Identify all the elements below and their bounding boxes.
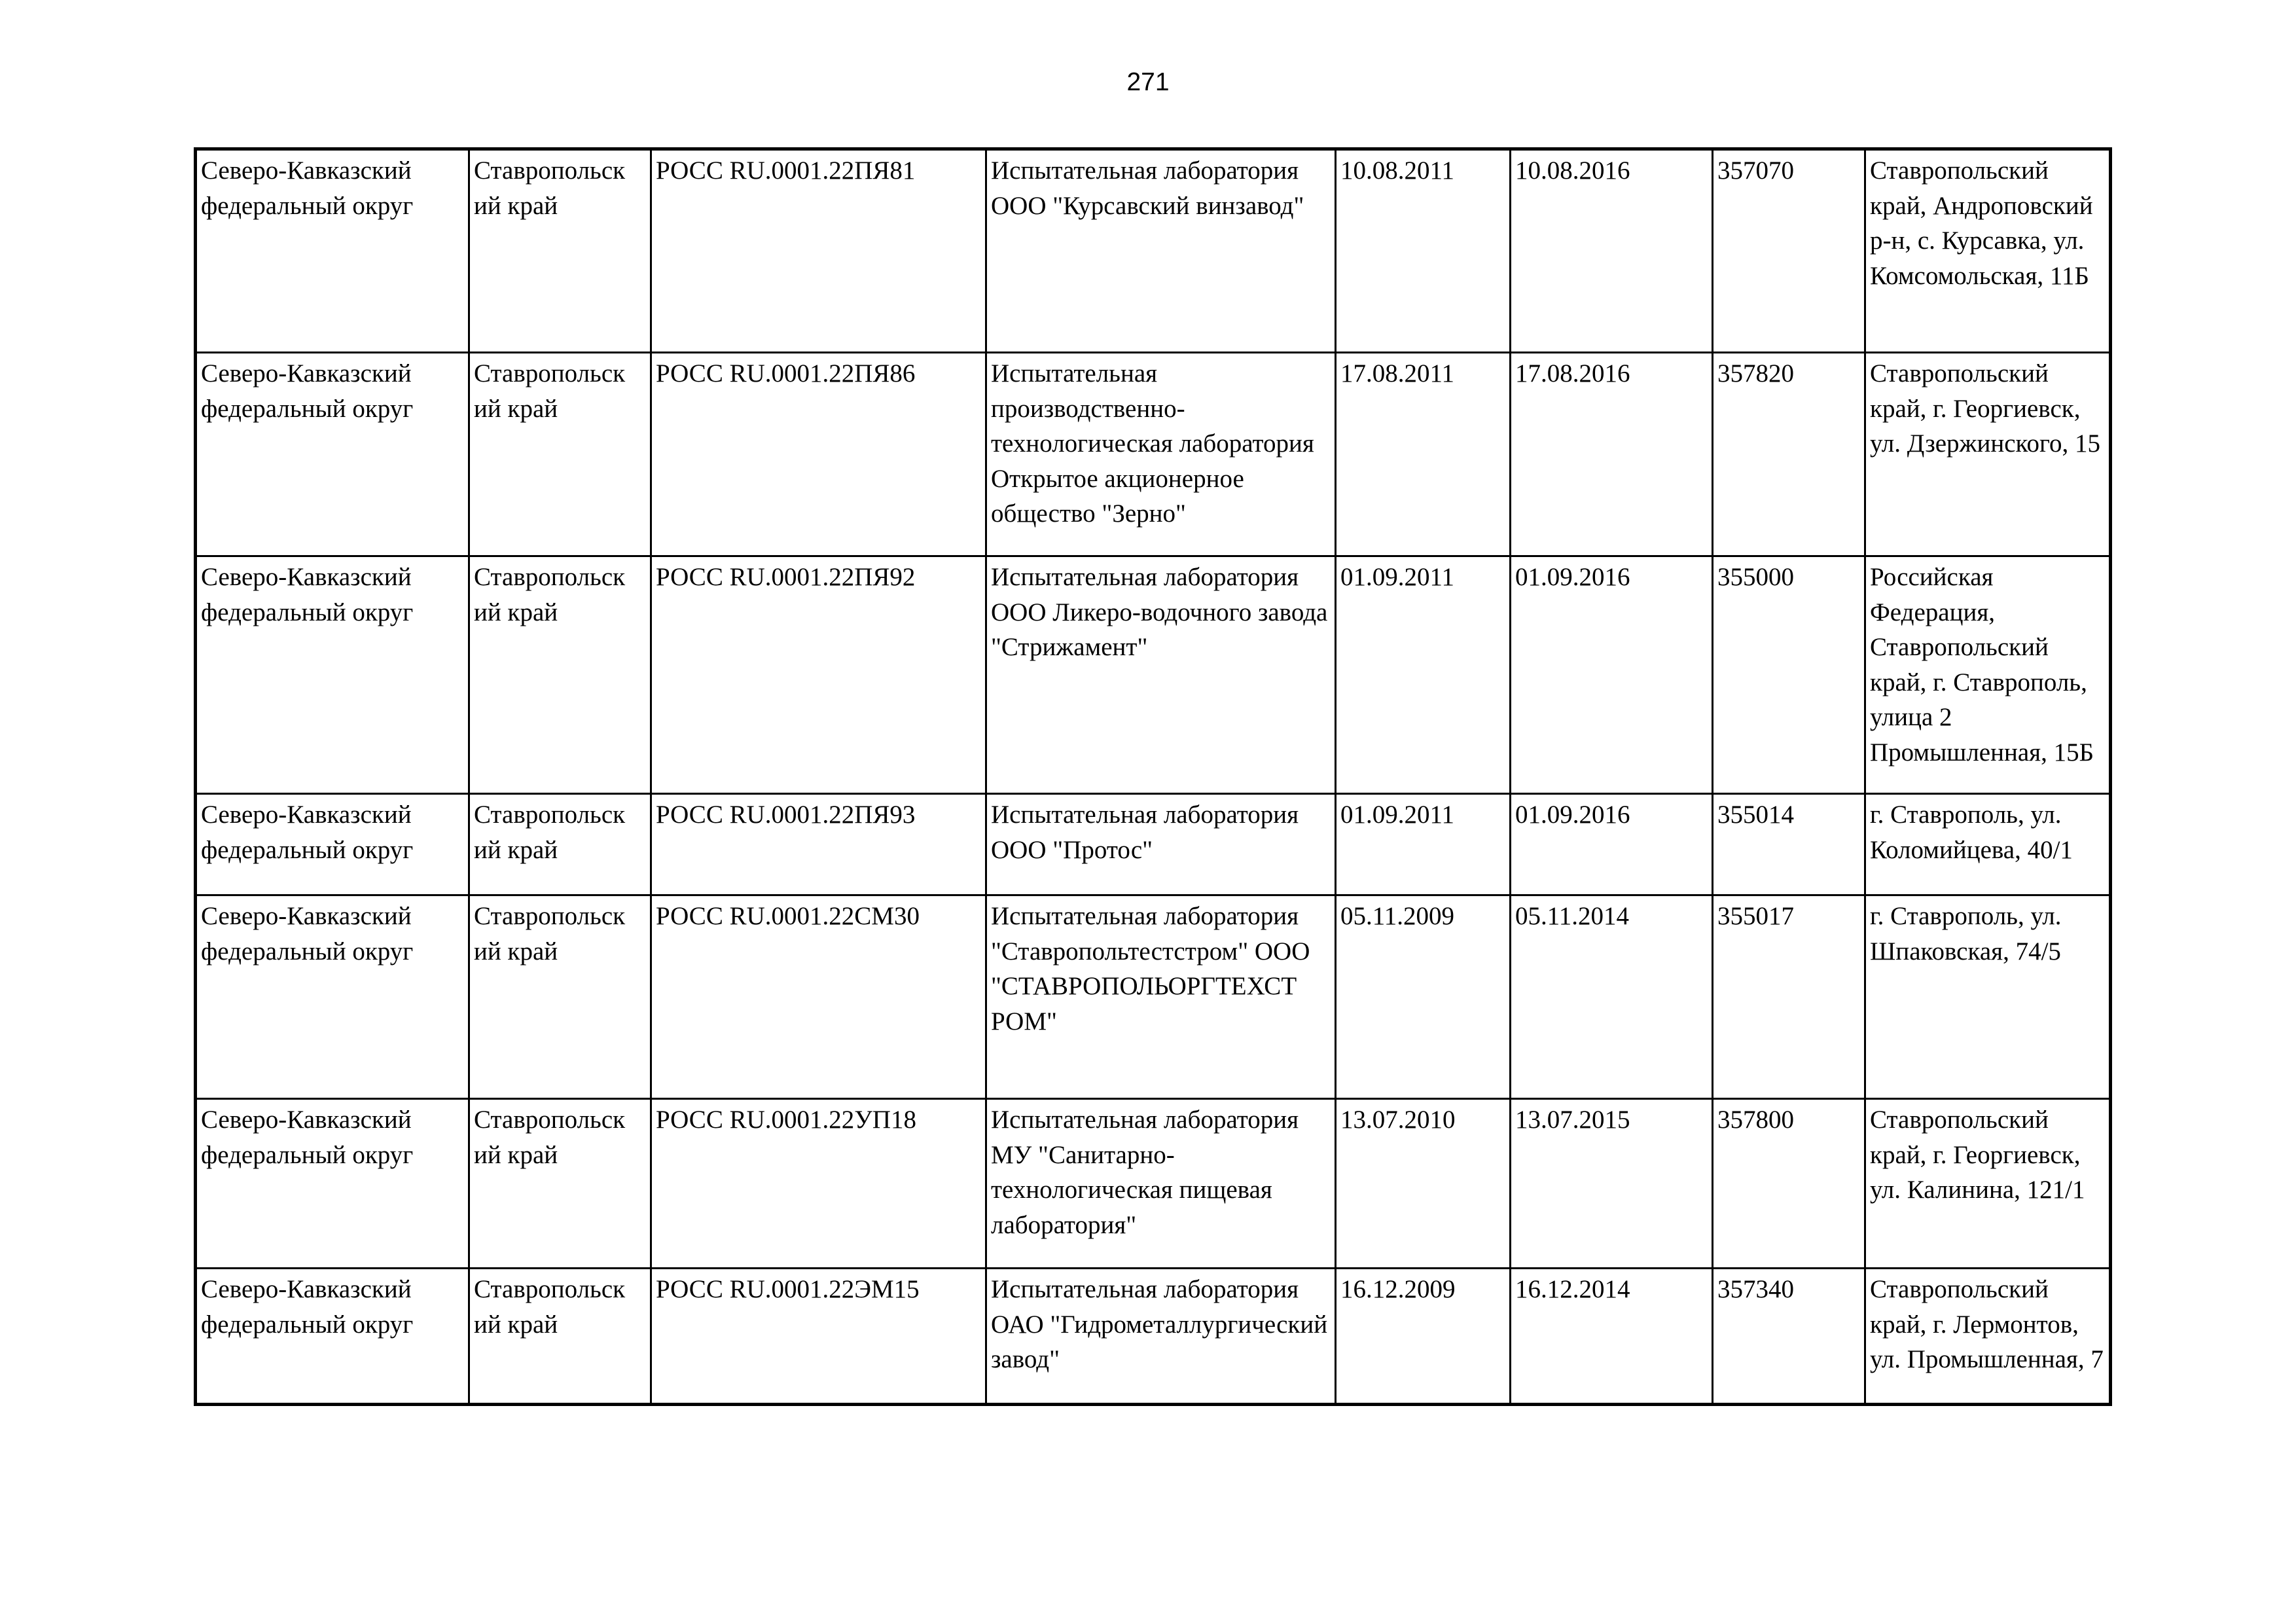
laboratory-name-cell: Испытательная производственно-технологическая лаборатория Открытое акционерное общество "Зерно": [986, 353, 1336, 556]
region-cell: Ставропольск ий край: [469, 1269, 651, 1405]
address-cell: г. Ставрополь, ул. Коломийцева, 40/1: [1865, 794, 2111, 895]
laboratory-name-cell: Испытательная лаборатория ООО "Курсавский винзавод": [986, 149, 1336, 353]
accreditation-date-cell: 10.08.2011: [1336, 149, 1511, 353]
table-row: [196, 556, 2111, 794]
laboratory-registry-table: [194, 147, 2112, 1406]
region-cell: Ставропольск ий край: [469, 1099, 651, 1269]
district-cell: Северо-Кавказский федеральный округ: [196, 353, 469, 556]
accreditation-date-cell: 01.09.2011: [1336, 794, 1511, 895]
address-cell: Ставропольский край, г. Георгиевск, ул. Калинина, 121/1: [1865, 1099, 2111, 1269]
postcode-cell: 355017: [1713, 895, 1865, 1099]
expiry-date-cell: 10.08.2016: [1511, 149, 1713, 353]
expiry-date-cell: 17.08.2016: [1511, 353, 1713, 556]
accreditation-date-cell: 01.09.2011: [1336, 556, 1511, 794]
postcode-cell: 357800: [1713, 1099, 1865, 1269]
laboratory-name-cell: Испытательная лаборатория ОАО "Гидрометаллургический завод": [986, 1269, 1336, 1405]
expiry-date-cell: 01.09.2016: [1511, 794, 1713, 895]
region-cell: Ставропольск ий край: [469, 353, 651, 556]
region-cell: Ставропольск ий край: [469, 895, 651, 1099]
address-cell: Ставропольский край, г. Лермонтов, ул. Промышленная, 7: [1865, 1269, 2111, 1405]
expiry-date-cell: 01.09.2016: [1511, 556, 1713, 794]
accreditation-date-cell: 16.12.2009: [1336, 1269, 1511, 1405]
district-cell: Северо-Кавказский федеральный округ: [196, 1099, 469, 1269]
laboratory-name-cell: Испытательная лаборатория ООО "Протос": [986, 794, 1336, 895]
address-cell: Ставропольский край, г. Георгиевск, ул. Дзержинского, 15: [1865, 353, 2111, 556]
district-cell: Северо-Кавказский федеральный округ: [196, 149, 469, 353]
postcode-cell: 355000: [1713, 556, 1865, 794]
address-cell: г. Ставрополь, ул. Шпаковская, 74/5: [1865, 895, 2111, 1099]
certificate-number-cell: РОСС RU.0001.22ПЯ93: [651, 794, 986, 895]
table-row: [196, 1269, 2111, 1405]
region-cell: Ставропольск ий край: [469, 149, 651, 353]
table-body: [196, 149, 2111, 1405]
certificate-number-cell: РОСС RU.0001.22ПЯ86: [651, 353, 986, 556]
certificate-number-cell: РОСС RU.0001.22СМ30: [651, 895, 986, 1099]
expiry-date-cell: 05.11.2014: [1511, 895, 1713, 1099]
certificate-number-cell: РОСС RU.0001.22ПЯ81: [651, 149, 986, 353]
accreditation-date-cell: 13.07.2010: [1336, 1099, 1511, 1269]
certificate-number-cell: РОСС RU.0001.22ЭМ15: [651, 1269, 986, 1405]
address-cell: Российская Федерация, Ставропольский край, г. Ставрополь, улица 2 Промышленная, 15Б: [1865, 556, 2111, 794]
accreditation-date-cell: 05.11.2009: [1336, 895, 1511, 1099]
address-cell: Ставропольский край, Андроповский р-н, с. Курсавка, ул. Комсомольская, 11Б: [1865, 149, 2111, 353]
table-row: [196, 1099, 2111, 1269]
region-cell: Ставропольск ий край: [469, 556, 651, 794]
district-cell: Северо-Кавказский федеральный округ: [196, 794, 469, 895]
page-number: 271: [1126, 68, 1170, 96]
certificate-number-cell: РОСС RU.0001.22УП18: [651, 1099, 986, 1269]
expiry-date-cell: 13.07.2015: [1511, 1099, 1713, 1269]
postcode-cell: 357820: [1713, 353, 1865, 556]
laboratory-name-cell: Испытательная лаборатория МУ "Санитарно-технологическая пищевая лаборатория": [986, 1099, 1336, 1269]
table-row: [196, 794, 2111, 895]
laboratory-name-cell: Испытательная лаборатория ООО Ликеро-водочного завода "Стрижамент": [986, 556, 1336, 794]
district-cell: Северо-Кавказский федеральный округ: [196, 1269, 469, 1405]
region-cell: Ставропольск ий край: [469, 794, 651, 895]
postcode-cell: 357340: [1713, 1269, 1865, 1405]
expiry-date-cell: 16.12.2014: [1511, 1269, 1713, 1405]
table-row: [196, 149, 2111, 353]
district-cell: Северо-Кавказский федеральный округ: [196, 556, 469, 794]
postcode-cell: 355014: [1713, 794, 1865, 895]
certificate-number-cell: РОСС RU.0001.22ПЯ92: [651, 556, 986, 794]
postcode-cell: 357070: [1713, 149, 1865, 353]
laboratory-name-cell: Испытательная лаборатория "Ставропольтестстром" ООО "СТАВРОПОЛЬОРГТЕХСТ РОМ": [986, 895, 1336, 1099]
table-row: [196, 895, 2111, 1099]
accreditation-date-cell: 17.08.2011: [1336, 353, 1511, 556]
district-cell: Северо-Кавказский федеральный округ: [196, 895, 469, 1099]
table-row: [196, 353, 2111, 556]
